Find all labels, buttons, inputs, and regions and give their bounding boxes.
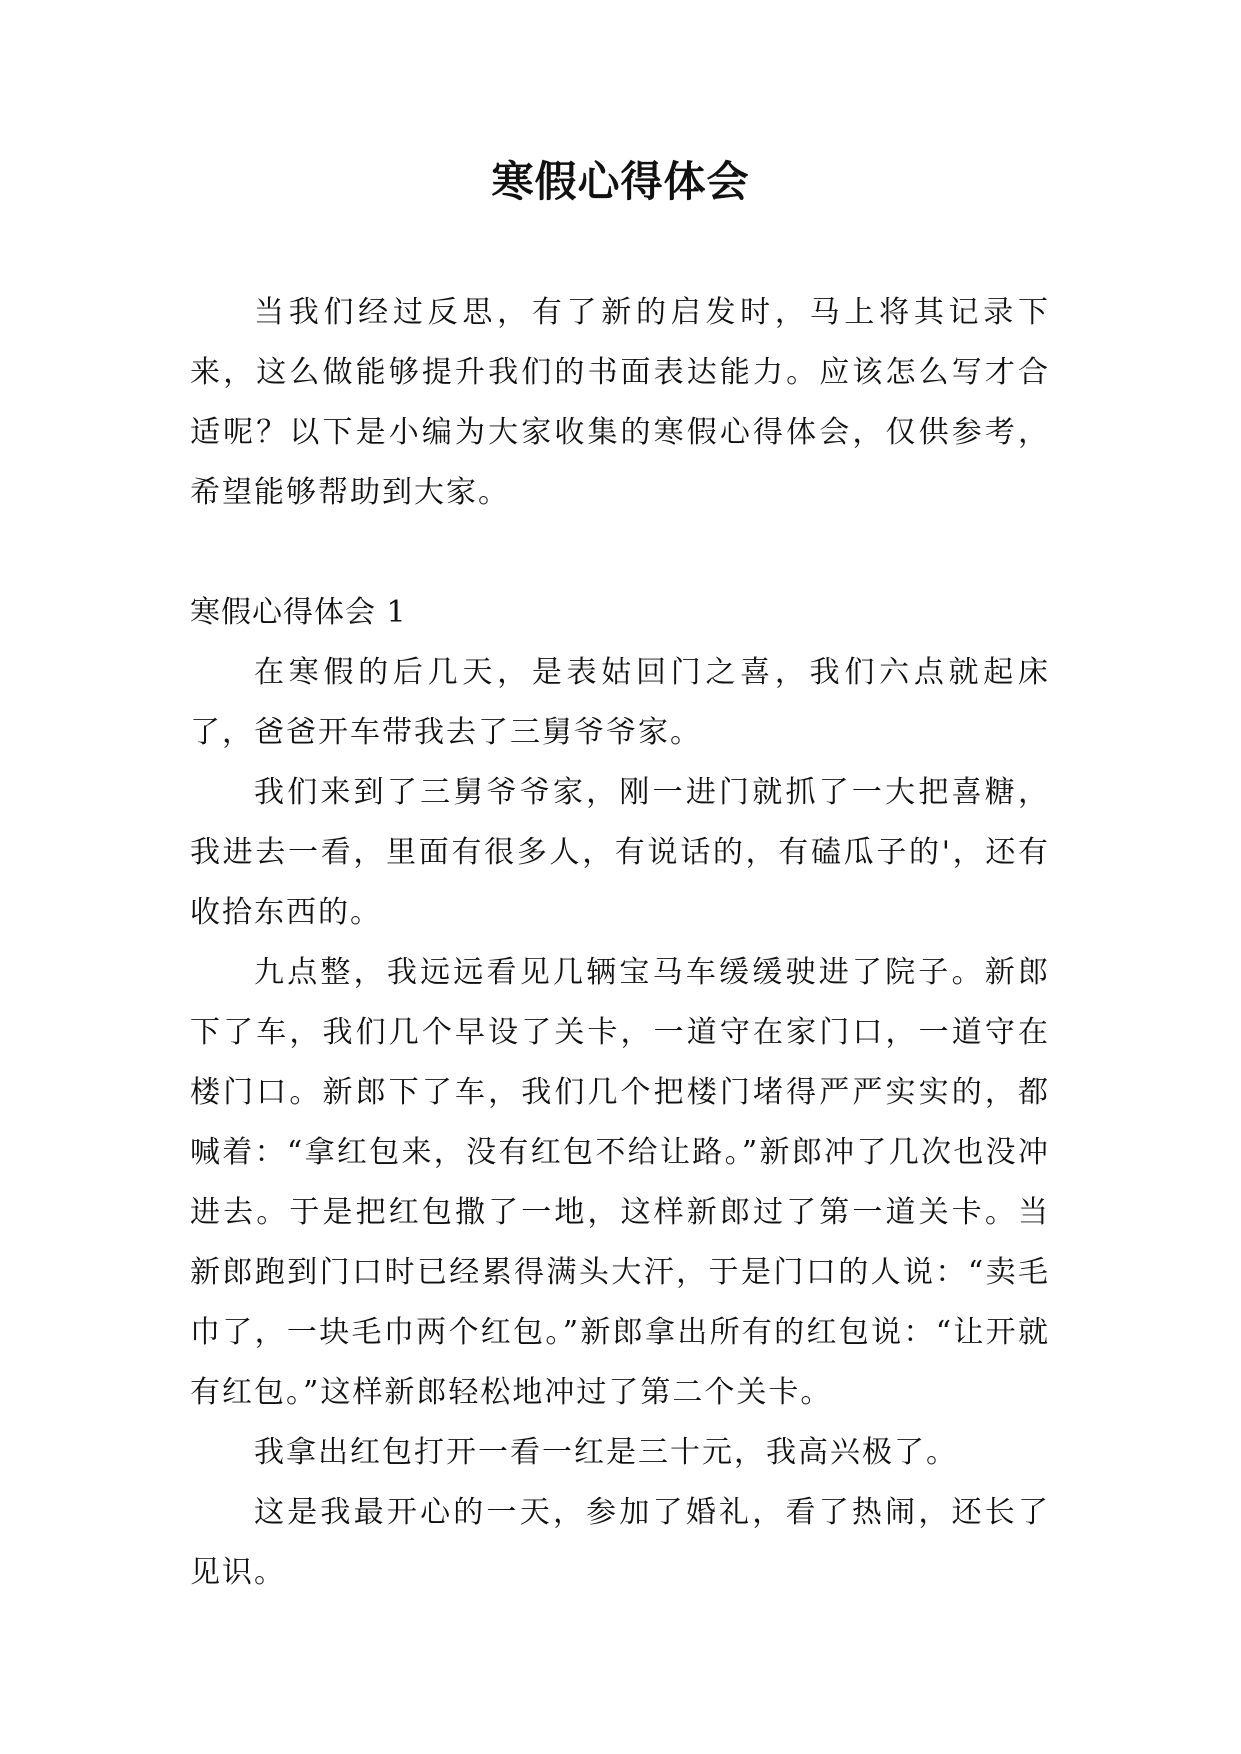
body-paragraph: 这是我最开心的一天，参加了婚礼，看了热闹，还长了见识。 bbox=[190, 1495, 1050, 1590]
body-paragraph: 我拿出红包打开一看一红是三十元，我高兴极了。 bbox=[254, 1435, 958, 1470]
body-paragraph: 九点整，我远远看见几辆宝马车缓缓驶进了院子。新郎下了车，我们几个早设了关卡，一道守在家门口，一道守在楼门口。新郎下了车，我们几个把楼门堵得严严实实的，都喊着：“拿红包来，没有红包不给让路。”新郎冲了几次也没冲进去。于是把红包撒了一地，这样新郎过了第一道关卡。当新郎跑到门口时已经累得满头大汗，于是门口的人说：“卖毛巾了，一块毛巾两个红包。”新郎拿出所有的红包说：“让开就有红包。”这样新郎轻松地冲过了第二个关卡。 bbox=[190, 955, 1050, 1410]
document-body bbox=[190, 283, 1050, 1603]
body-paragraph: 我们来到了三舅爷爷家，刚一进门就抓了一大把喜糖，我进去一看，里面有很多人，有说话的，有磕瓜子的'，还有收拾东西的。 bbox=[190, 775, 1050, 930]
body-paragraph: 在寒假的后几天，是表姑回门之喜，我们六点就起床了，爸爸开车带我去了三舅爷爷家。 bbox=[190, 655, 1050, 750]
page-title: 寒假心得体会 bbox=[491, 157, 750, 206]
intro-paragraph: 当我们经过反思，有了新的启发时，马上将其记录下来，这么做能够提升我们的书面表达能力。应该怎么写才合适呢？以下是小编为大家收集的寒假心得体会，仅供参考，希望能够帮助到大家。 bbox=[190, 295, 1050, 510]
section-heading: 寒假心得体会 1 bbox=[190, 595, 407, 630]
